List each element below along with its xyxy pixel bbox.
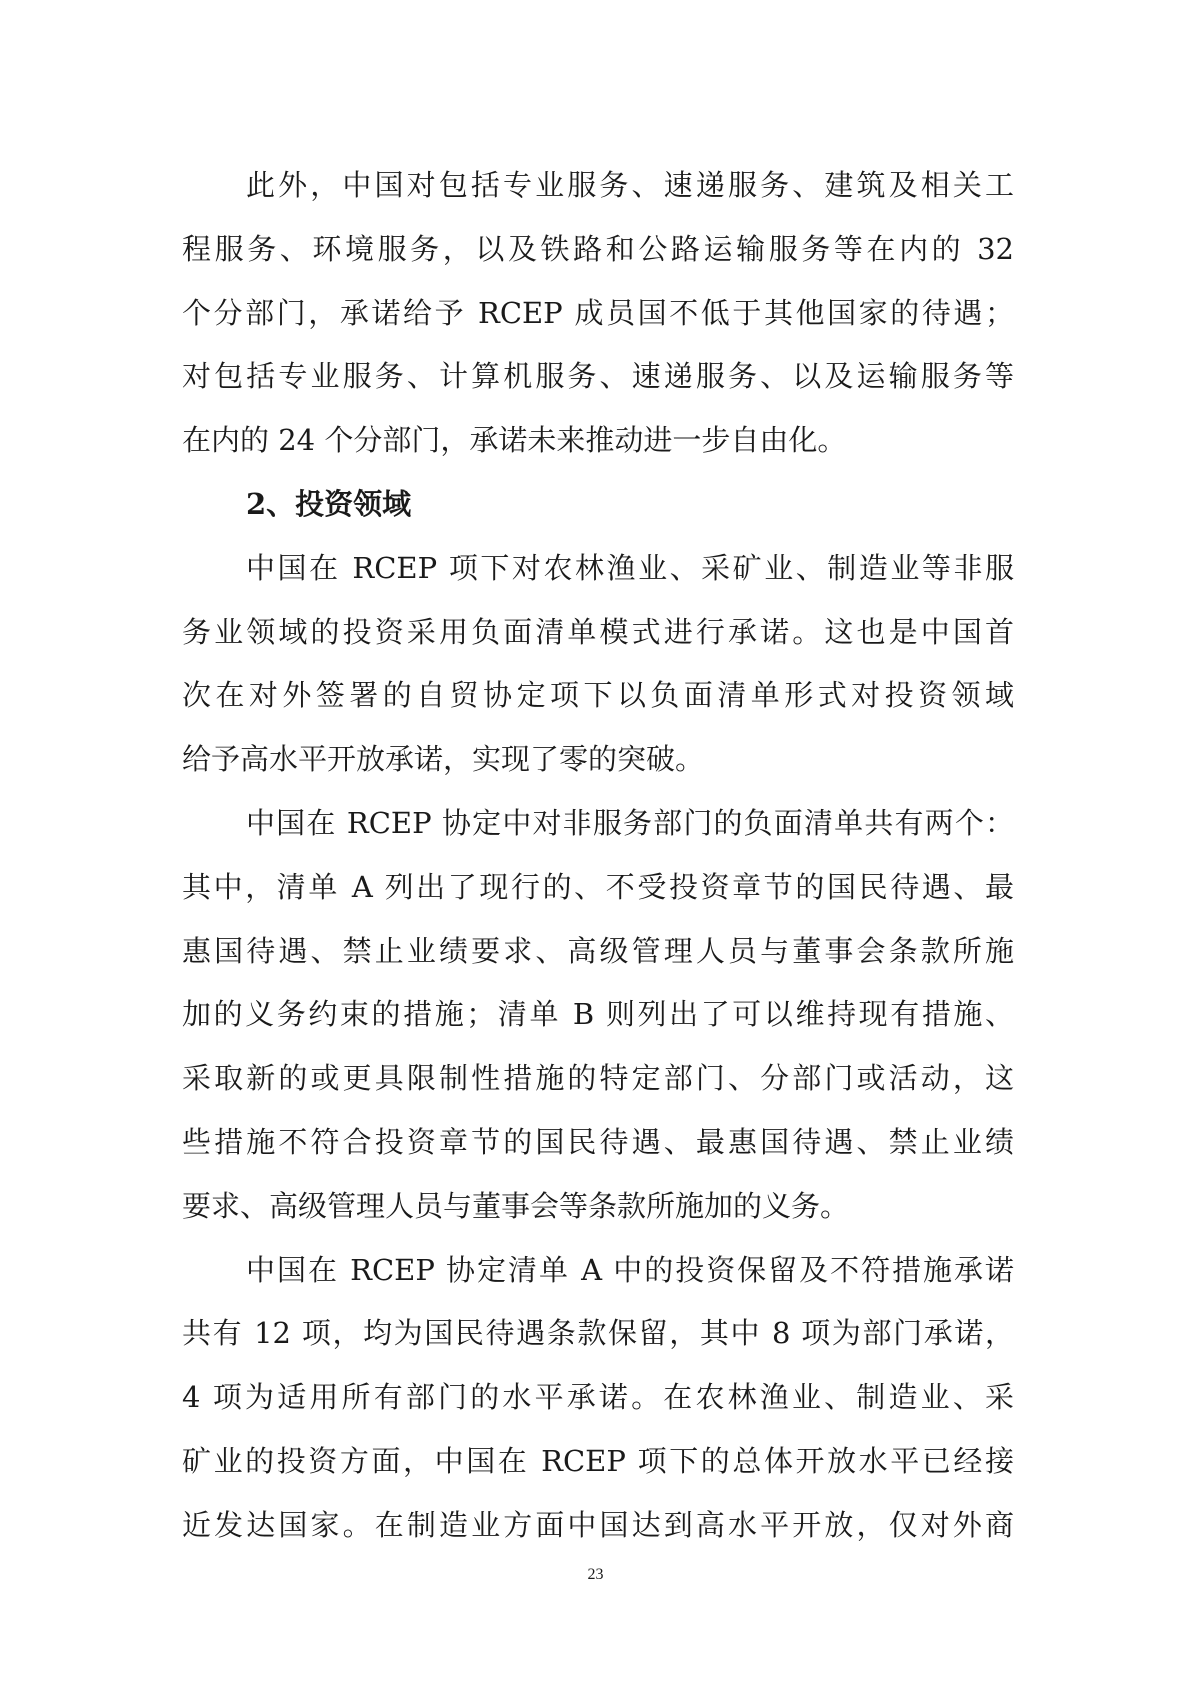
- text-line: 4 项为适用所有部门的水平承诺。在农林渔业、制造业、采: [182, 1380, 1014, 1415]
- text-line: 采取新的或更具限制性措施的特定部门、分部门或活动，这: [182, 1061, 1014, 1096]
- text-line: 对包括专业服务、计算机服务、速递服务、以及运输服务等: [182, 359, 1014, 394]
- section-heading: 2、投资领域: [246, 486, 412, 521]
- page-number: 23: [587, 1566, 604, 1583]
- text-line: 近发达国家。在制造业方面中国达到高水平开放，仅对外商: [182, 1507, 1014, 1542]
- text-line: 矿业的投资方面，中国在 RCEP 项下的总体开放水平已经接: [182, 1443, 1014, 1478]
- text-line: 次在对外签署的自贸协定项下以负面清单形式对投资领域: [182, 678, 1014, 713]
- text-line: 务业领域的投资采用负面清单模式进行承诺。这也是中国首: [182, 614, 1014, 649]
- text-line: 其中，清单 A 列出了现行的、不受投资章节的国民待遇、最: [182, 869, 1014, 904]
- text-line: 中国在 RCEP 协定清单 A 中的投资保留及不符措施承诺: [246, 1252, 1014, 1287]
- text-line: 在内的 24 个分部门，承诺未来推动进一步自由化。: [182, 423, 847, 458]
- text-line: 个分部门，承诺给予 RCEP 成员国不低于其他国家的待遇；: [182, 295, 1014, 330]
- text-line: 共有 12 项，均为国民待遇条款保留，其中 8 项为部门承诺，: [182, 1316, 1014, 1351]
- text-line: 中国在 RCEP 协定中对非服务部门的负面清单共有两个：: [246, 805, 1014, 840]
- text-line: 中国在 RCEP 项下对农林渔业、采矿业、制造业等非服: [246, 550, 1014, 585]
- text-line: 加的义务约束的措施；清单 B 则列出了可以维持现有措施、: [182, 997, 1014, 1032]
- text-line: 惠国待遇、禁止业绩要求、高级管理人员与董事会条款所施: [182, 933, 1014, 968]
- text-line: 程服务、环境服务，以及铁路和公路运输服务等在内的 32: [182, 231, 1014, 266]
- text-line: 要求、高级管理人员与董事会等条款所施加的义务。: [182, 1188, 850, 1223]
- text-line: 些措施不符合投资章节的国民待遇、最惠国待遇、禁止业绩: [182, 1124, 1014, 1159]
- text-line: 此外，中国对包括专业服务、速递服务、建筑及相关工: [246, 168, 1014, 202]
- body-text: [182, 154, 1014, 1558]
- text-line: 给予高水平开放承诺，实现了零的突破。: [182, 742, 705, 777]
